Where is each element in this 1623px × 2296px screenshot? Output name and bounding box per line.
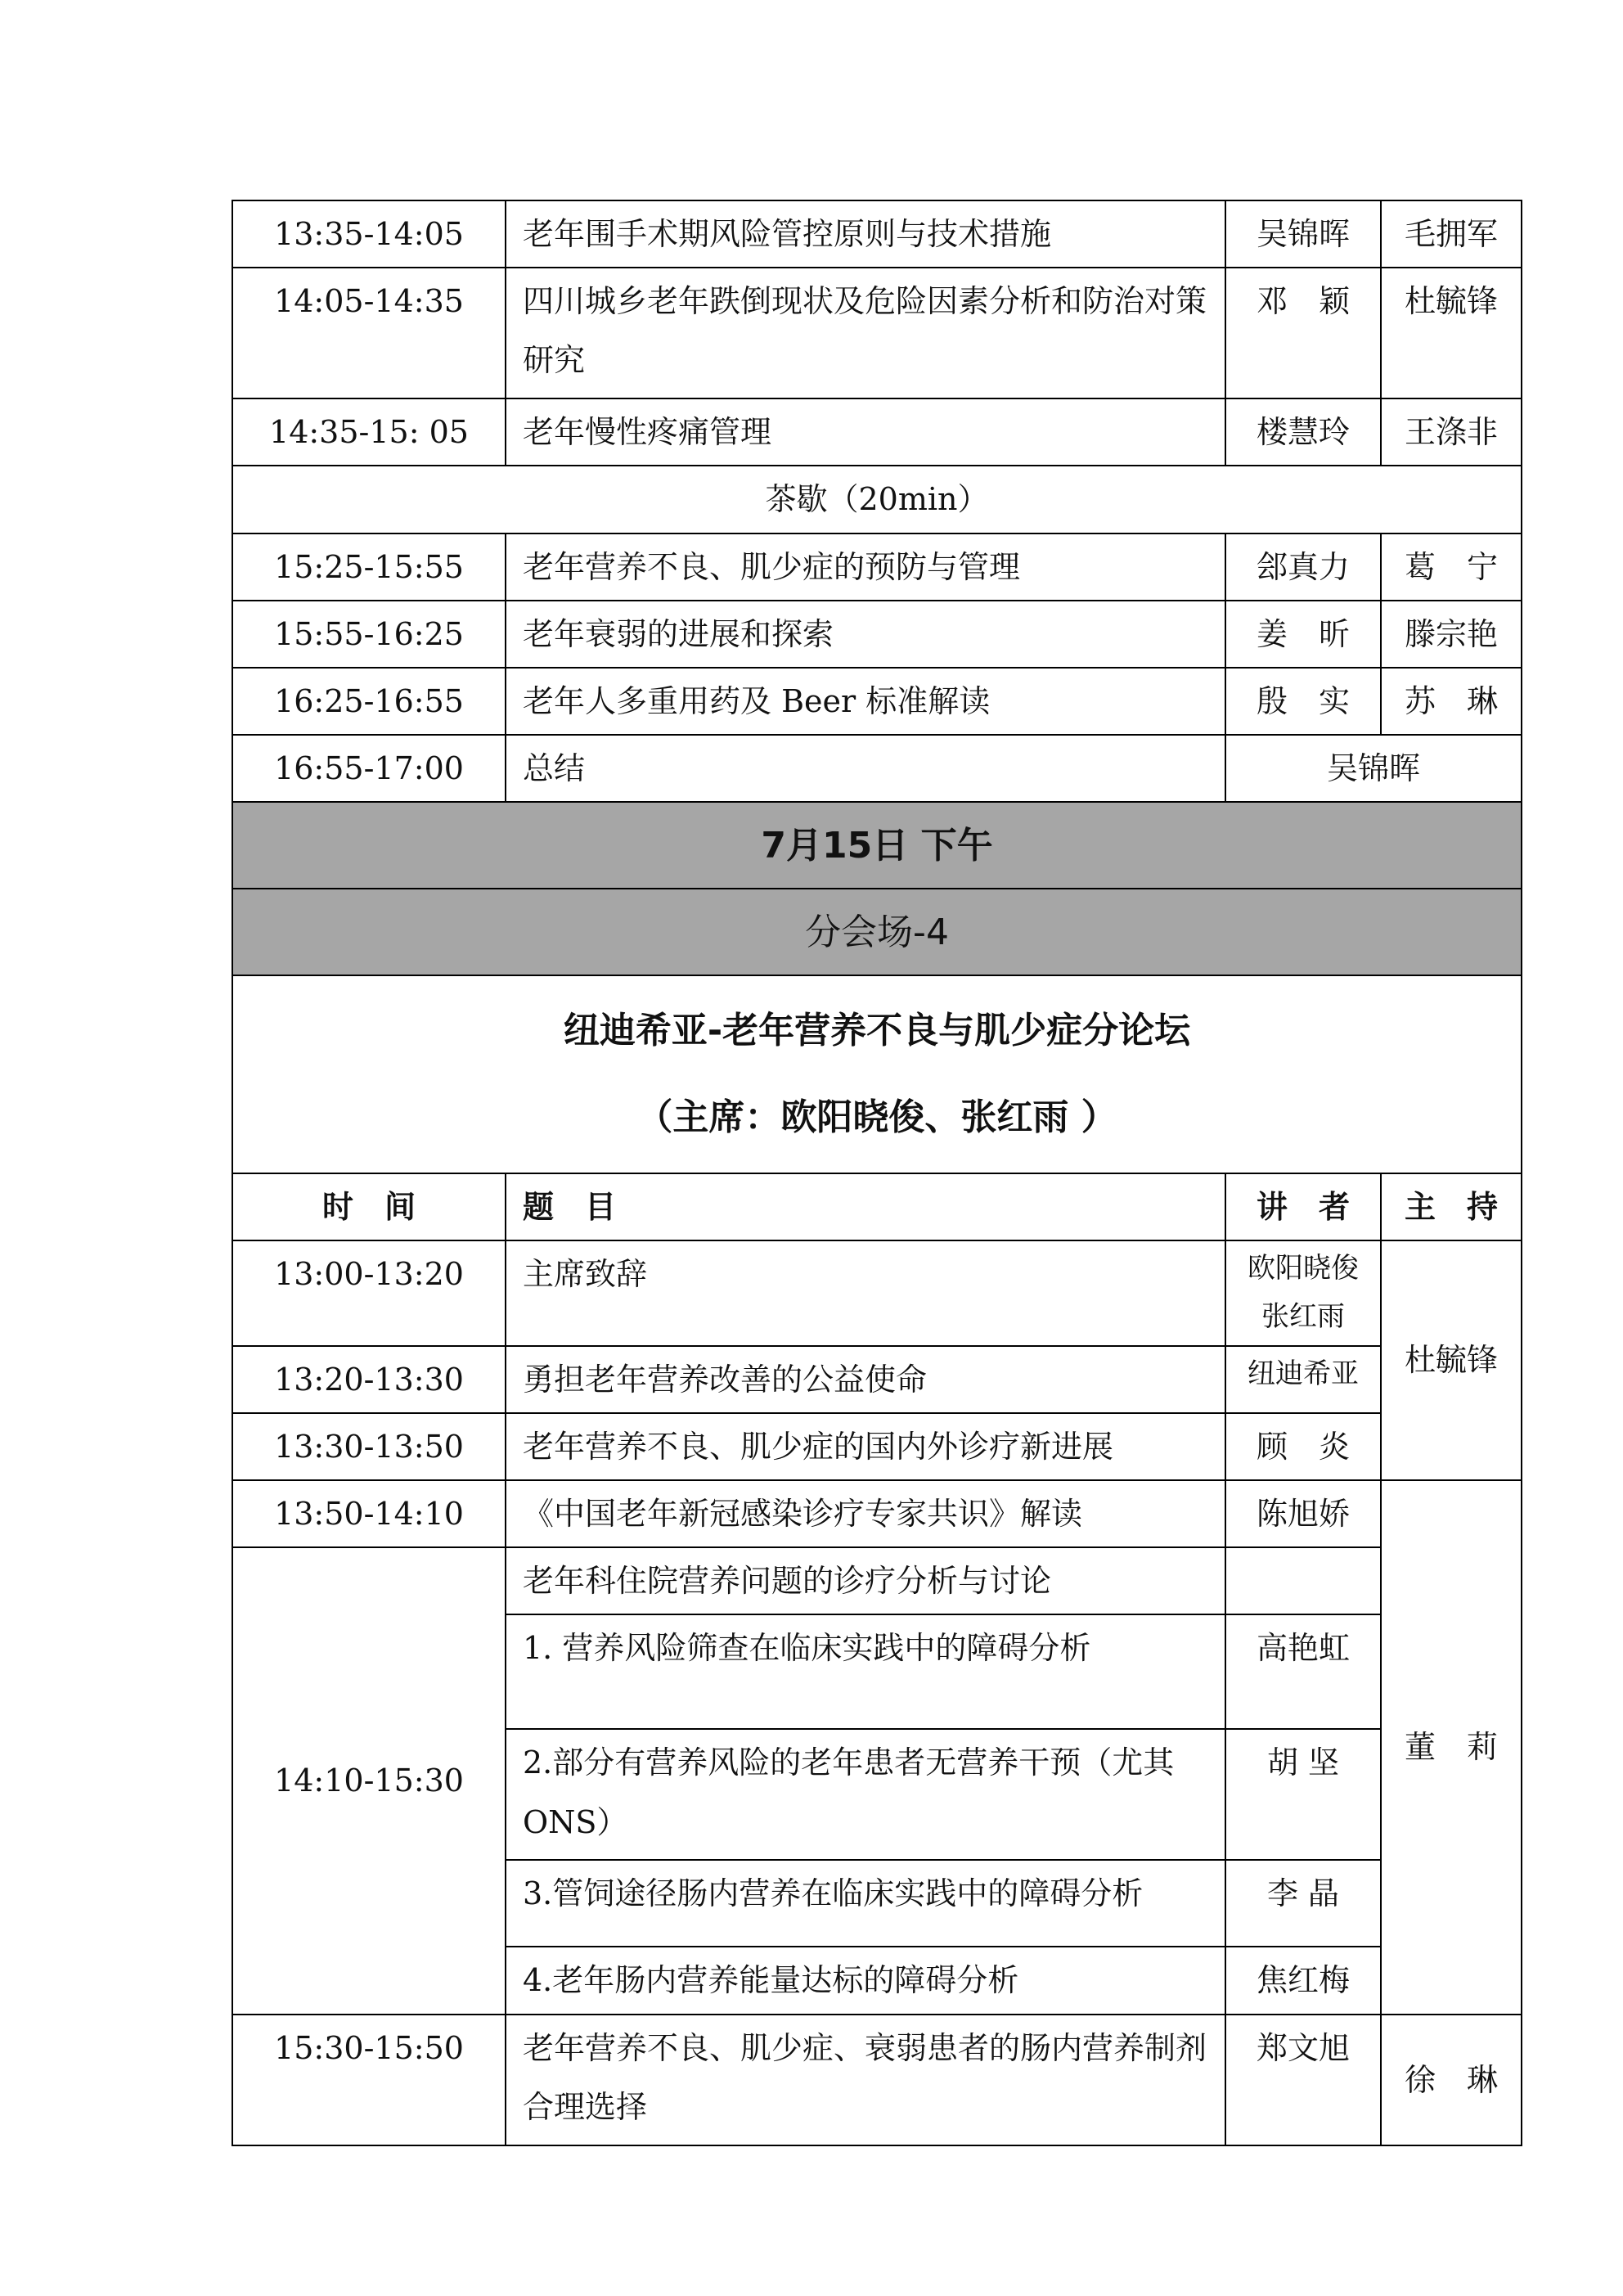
agenda-table <box>232 200 1522 2146</box>
topic-cell: 勇担老年营养改善的公益使命 <box>506 1346 1225 1413</box>
time-cell: 13:50-14:10 <box>232 1480 506 1547</box>
speaker-cell: 郐真力 <box>1225 533 1381 601</box>
topic-cell: 总结 <box>506 735 1225 802</box>
table-row <box>232 268 1522 398</box>
time-cell: 15:25-15:55 <box>232 533 506 601</box>
session-venue: 分会场-4 <box>232 889 1522 975</box>
table-row <box>232 668 1522 735</box>
speaker-cell: 郑文旭 <box>1225 2015 1381 2145</box>
speaker-cell: 邓 颖 <box>1225 268 1381 398</box>
table-row <box>232 601 1522 668</box>
topic-cell: 老年营养不良、肌少症的预防与管理 <box>506 533 1225 601</box>
speaker-cell: 吴锦晖 <box>1225 200 1381 268</box>
session-date: 7月15日 下午 <box>232 802 1522 889</box>
header-row <box>232 1173 1522 1240</box>
topic-cell: 《中国老年新冠感染诊疗专家共识》解读 <box>506 1480 1225 1547</box>
topic-cell: 4.老年肠内营养能量达标的障碍分析 <box>506 1947 1225 2014</box>
speaker-cell: 顾 炎 <box>1225 1413 1381 1480</box>
table-row <box>232 1547 1522 1614</box>
speaker-cell: 纽迪希亚 <box>1225 1346 1381 1413</box>
table-row <box>232 533 1522 601</box>
topic-cell: 1. 营养风险筛查在临床实践中的障碍分析 <box>506 1614 1225 1729</box>
table-row <box>232 1346 1522 1413</box>
topic-cell: 3.管饲途径肠内营养在临床实践中的障碍分析 <box>506 1860 1225 1947</box>
time-cell: 14:10-15:30 <box>232 1547 506 2014</box>
header-time: 时 间 <box>232 1173 506 1240</box>
time-cell: 16:25-16:55 <box>232 668 506 735</box>
header-speaker: 讲 者 <box>1225 1173 1381 1240</box>
table-row <box>232 1240 1522 1346</box>
table-row <box>232 2015 1522 2145</box>
time-cell: 13:35-14:05 <box>232 200 506 268</box>
speaker-cell: 吴锦晖 <box>1225 735 1522 802</box>
time-cell: 15:55-16:25 <box>232 601 506 668</box>
speaker-cell: 楼慧玲 <box>1225 398 1381 466</box>
host-cell: 杜毓锋 <box>1381 1240 1522 1480</box>
forum-title-row <box>232 975 1522 1173</box>
host-cell: 徐 琳 <box>1381 2015 1522 2145</box>
topic-cell: 老年围手术期风险管控原则与技术措施 <box>506 200 1225 268</box>
speaker-cell: 陈旭娇 <box>1225 1480 1381 1547</box>
topic-cell: 2.部分有营养风险的老年患者无营养干预（尤其ONS） <box>506 1729 1225 1860</box>
header-topic: 题 目 <box>506 1173 1225 1240</box>
time-cell: 14:35-15: 05 <box>232 398 506 466</box>
forum-chairs: （主席：欧阳晓俊、张红雨 ） <box>636 1096 1117 1138</box>
host-cell: 滕宗艳 <box>1381 601 1522 668</box>
speaker-cell: 高艳虹 <box>1225 1614 1381 1729</box>
topic-cell: 主席致辞 <box>506 1240 1225 1346</box>
topic-cell: 老年营养不良、肌少症、衰弱患者的肠内营养制剂合理选择 <box>506 2015 1225 2145</box>
speaker-cell: 焦红梅 <box>1225 1947 1381 2014</box>
speaker-name: 张红雨 <box>1261 1300 1345 1334</box>
time-cell: 13:00-13:20 <box>232 1240 506 1346</box>
topic-cell: 四川城乡老年跌倒现状及危险因素分析和防治对策研究 <box>506 268 1225 398</box>
table-row <box>232 1413 1522 1480</box>
tea-break: 茶歇（20min） <box>232 466 1522 533</box>
tea-break-row <box>232 466 1522 533</box>
host-cell: 毛拥军 <box>1381 200 1522 268</box>
topic-cell: 老年衰弱的进展和探索 <box>506 601 1225 668</box>
speaker-cell: 殷 实 <box>1225 668 1381 735</box>
table-row <box>232 1480 1522 1547</box>
date-band-row <box>232 802 1522 889</box>
topic-cell: 老年科住院营养问题的诊疗分析与讨论 <box>506 1547 1225 1614</box>
time-cell: 14:05-14:35 <box>232 268 506 398</box>
speaker-cell <box>1225 1547 1381 1614</box>
speaker-cell: 胡 坚 <box>1225 1729 1381 1860</box>
speaker-cell <box>1225 1240 1381 1346</box>
table-row <box>232 398 1522 466</box>
summary-row <box>232 735 1522 802</box>
time-cell: 16:55-17:00 <box>232 735 506 802</box>
speaker-cell: 姜 昕 <box>1225 601 1381 668</box>
venue-band-row <box>232 889 1522 975</box>
time-cell: 13:30-13:50 <box>232 1413 506 1480</box>
host-cell: 王涤非 <box>1381 398 1522 466</box>
topic-cell: 老年营养不良、肌少症的国内外诊疗新进展 <box>506 1413 1225 1480</box>
table-row <box>232 200 1522 268</box>
topic-cell: 老年人多重用药及 Beer 标准解读 <box>506 668 1225 735</box>
speaker-name: 欧阳晓俊 <box>1248 1251 1359 1285</box>
host-cell: 葛 宁 <box>1381 533 1522 601</box>
host-cell: 杜毓锋 <box>1381 268 1522 398</box>
speaker-cell: 李 晶 <box>1225 1860 1381 1947</box>
time-cell: 13:20-13:30 <box>232 1346 506 1413</box>
time-cell: 15:30-15:50 <box>232 2015 506 2145</box>
forum-title: 纽迪希亚-老年营养不良与肌少症分论坛 <box>563 1010 1191 1052</box>
header-host: 主 持 <box>1381 1173 1522 1240</box>
host-cell: 苏 琳 <box>1381 668 1522 735</box>
forum-title-cell <box>232 975 1522 1173</box>
host-cell: 董 莉 <box>1381 1480 1522 2015</box>
topic-cell: 老年慢性疼痛管理 <box>506 398 1225 466</box>
